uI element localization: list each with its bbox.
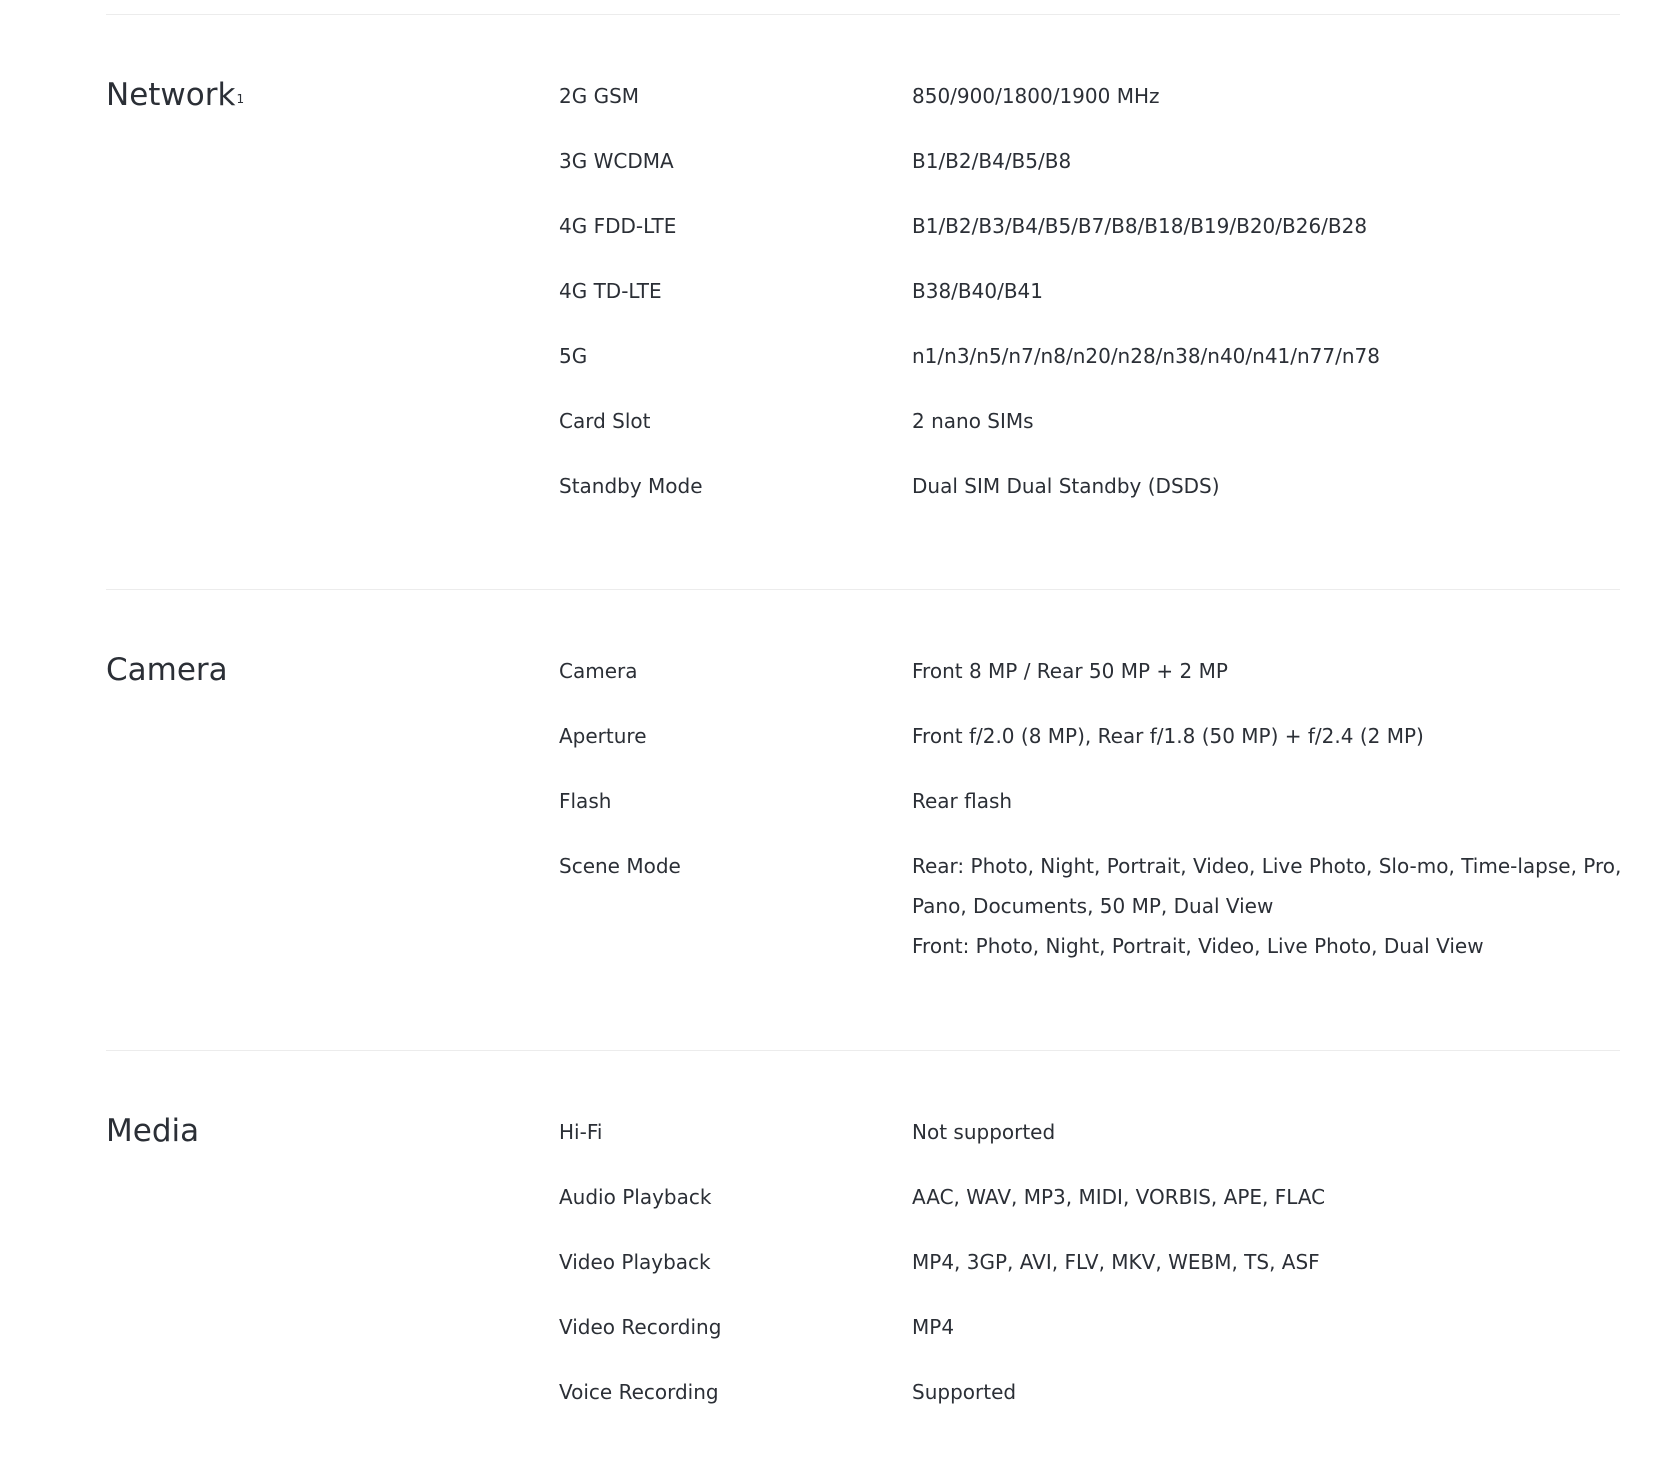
spec-label: Standby Mode [559, 474, 703, 498]
spec-value: AAC, WAV, MP3, MIDI, VORBIS, APE, FLAC [912, 1185, 1326, 1209]
spec-value: n1/n3/n5/n7/n8/n20/n28/n38/n40/n41/n77/n78 [912, 344, 1380, 368]
spec-value: Rear: Photo, Night, Portrait, Video, Live Photo, Slo-mo, Time-lapse, Pro, Pano, Documents, 50 MP, Dual View Front: Photo, Night, Portrait, Video, Live Photo, Dual View [912, 854, 1622, 958]
spec-value: B1/B2/B3/B4/B5/B7/B8/B18/B19/B20/B26/B28 [912, 214, 1368, 238]
spec-value: Front 8 MP / Rear 50 MP + 2 MP [912, 659, 1228, 683]
spec-value: B38/B40/B41 [912, 279, 1043, 303]
spec-value: MP4 [912, 1315, 955, 1339]
section-divider [106, 1050, 1620, 1051]
spec-value: Front f/2.0 (8 MP), Rear f/1.8 (50 MP) + f/2.4 (2 MP) [912, 724, 1424, 748]
spec-value: B1/B2/B4/B5/B8 [912, 149, 1072, 173]
spec-label: 5G [559, 344, 588, 368]
section-title: Camera [106, 652, 228, 688]
spec-label: Audio Playback [559, 1185, 712, 1209]
spec-label: Camera [559, 659, 638, 683]
spec-value: Not supported [912, 1120, 1056, 1144]
spec-label: Voice Recording [559, 1380, 719, 1404]
section-title: Network$^1$ [106, 77, 245, 113]
spec-label: Video Playback [559, 1250, 711, 1274]
spec-label: Card Slot [559, 409, 651, 433]
spec-label: Scene Mode [559, 854, 681, 878]
spec-label: Video Recording [559, 1315, 722, 1339]
spec-label: 2G GSM [559, 84, 640, 108]
spec-label: 3G WCDMA [559, 149, 674, 173]
section-divider [106, 589, 1620, 590]
spec-value: Supported [912, 1380, 1017, 1404]
spec-value: Rear flash [912, 789, 1013, 813]
spec-value: 2 nano SIMs [912, 409, 1034, 433]
spec-label: Hi-Fi [559, 1120, 603, 1144]
footnote-marker[interactable]: 1 [236, 92, 245, 106]
spec-label: Flash [559, 789, 612, 813]
section-divider [106, 14, 1620, 15]
spec-value: MP4, 3GP, AVI, FLV, MKV, WEBM, TS, ASF [912, 1250, 1320, 1274]
spec-value: 850/900/1800/1900 MHz [912, 84, 1160, 108]
section-title: Media [106, 1113, 200, 1149]
spec-label: 4G TD-LTE [559, 279, 662, 303]
spec-label: Aperture [559, 724, 647, 748]
spec-label: 4G FDD-LTE [559, 214, 677, 238]
spec-value: Dual SIM Dual Standby (DSDS) [912, 474, 1220, 498]
